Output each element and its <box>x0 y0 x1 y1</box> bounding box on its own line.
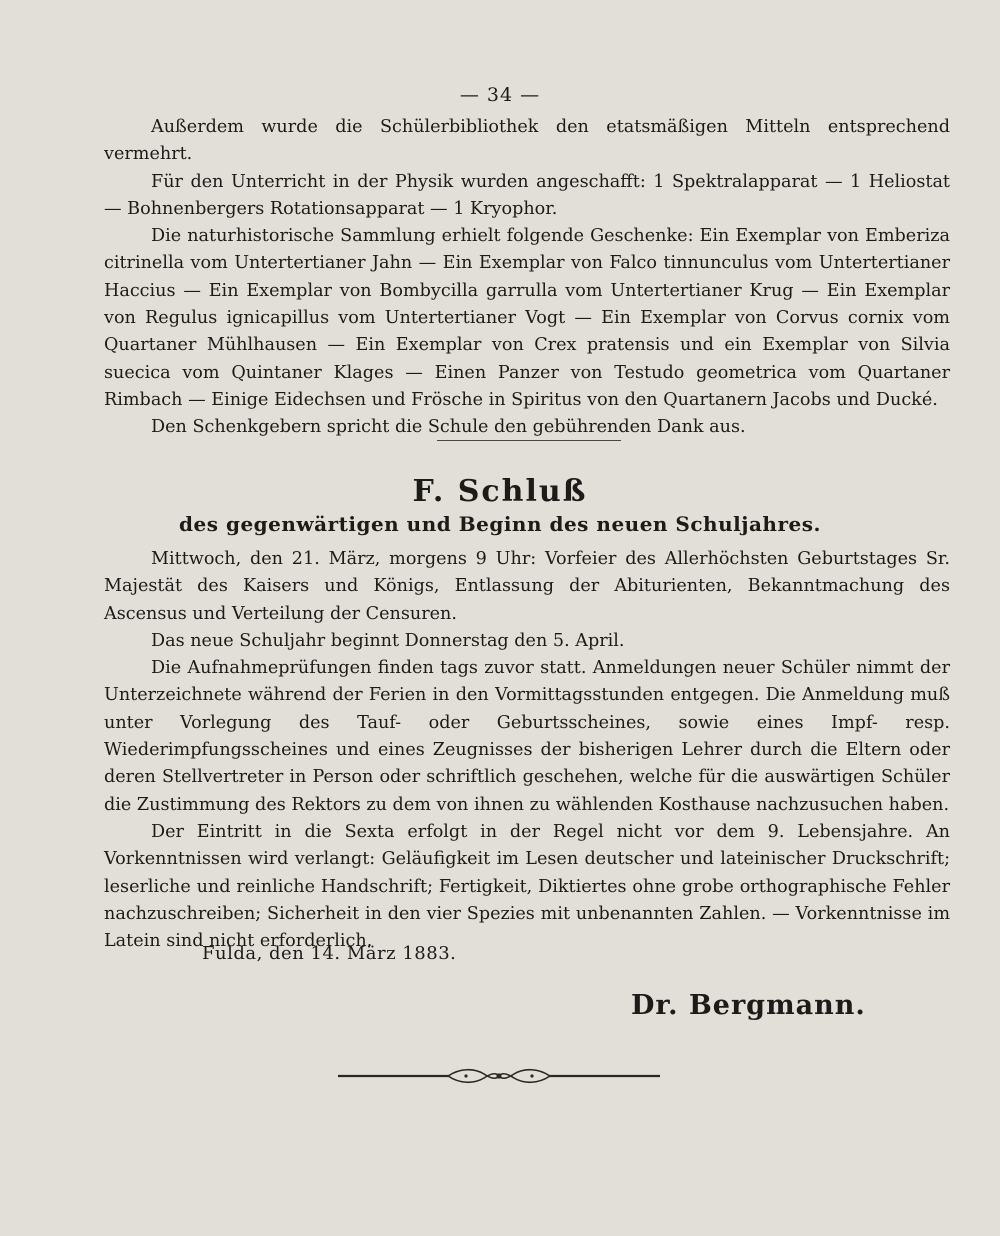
paragraph-thanks: Den Schenkgebern spricht die Schule den gebührenden Dank aus. <box>151 417 746 438</box>
section-divider <box>437 440 621 441</box>
paragraph-admission: Die Aufnahmeprüfungen finden tags zuvor statt. Anmeldungen neuer Schüler nimmt der Unterzeichnete während der Ferien in den Vormittagsstunden entgegen. Die Anmeldung muß unter Vorlegung des Tauf- oder Geburtsscheines, sowie eines Impf- resp. Wiederimpfungsscheines und eines Zeugnisses der bisherigen Lehrer durch die Eltern oder deren Stellvertreter in Person oder schriftlich geschehen, welche für die auswärtigen Schüler die Zustimmung des Rektors zu dem von ihnen zu wählenden Kosthause nachzusuchen haben. <box>104 658 950 815</box>
section-title: F. Schluß <box>412 474 588 509</box>
paragraph-physics: Für den Unterricht in der Physik wurden angeschafft: 1 Spektralapparat — 1 Heliostat — Bohnenbergers Rotationsapparat — 1 Kryophor. <box>104 171 950 219</box>
section-subtitle: des gegenwärtigen und Beginn des neuen Schuljahres. <box>179 512 821 536</box>
paragraph-requirements: Der Eintritt in die Sexta erfolgt in der Regel nicht vor dem 9. Lebensjahre. An Vorkenntnissen wird verlangt: Geläufigkeit im Lesen deutscher und lateinischer Druckschrift; leserliche und reinliche Handschrift; Fertigkeit, Diktiertes ohne grobe orthographische Fehler nachzuschreiben; Sicherheit in den vier Spezies mit unbenannten Zahlen. — Vorkenntnisse im Latein sind nicht erforderlich. <box>104 821 950 952</box>
ornament-divider <box>338 1064 660 1088</box>
schedule-paragraphs <box>104 546 950 955</box>
paragraph-ceremony: Mittwoch, den 21. März, morgens 9 Uhr: Vorfeier des Allerhöchsten Geburtstages Sr. Majestät des Kaisers und Königs, Entlassung der Abiturienten, Bekanntmachung des Ascensus und Verteilung der Censuren. <box>104 549 950 624</box>
place-date: Fulda, den 14. März 1883. <box>202 943 457 964</box>
paragraph-school-year: Das neue Schuljahr beginnt Donnerstag den 5. April. <box>151 630 625 651</box>
paragraph-natural-history: Die naturhistorische Sammlung erhielt folgende Geschenke: Ein Exemplar von Emberiza citrinella vom Untertertianer Jahn — Ein Exemplar von Falco tinnunculus vom Untertertianer Haccius — Ein Exemplar von Bombycilla garrulla vom Untertertianer Krug — Ein Exemplar von Regulus ignicapillus vom Untertertianer Vogt — Ein Exemplar von Corvus cornix vom Quartaner Mühlhausen — Ein Exemplar von Crex pratensis und ein Exemplar von Silvia suecica vom Quintaner Klages — Einen Panzer von Testudo geometrica vom Quartaner Rimbach — Einige Eidechsen und Frösche in Spiritus von den Quartanern Jacobs und Ducké. <box>104 226 950 410</box>
report-paragraphs <box>104 114 950 442</box>
page-number: — 34 — <box>459 84 541 106</box>
paragraph-library: Außerdem wurde die Schülerbibliothek den etatsmäßigen Mitteln entsprechend vermehrt. <box>104 117 950 165</box>
signature: Dr. Bergmann. <box>631 990 866 1021</box>
